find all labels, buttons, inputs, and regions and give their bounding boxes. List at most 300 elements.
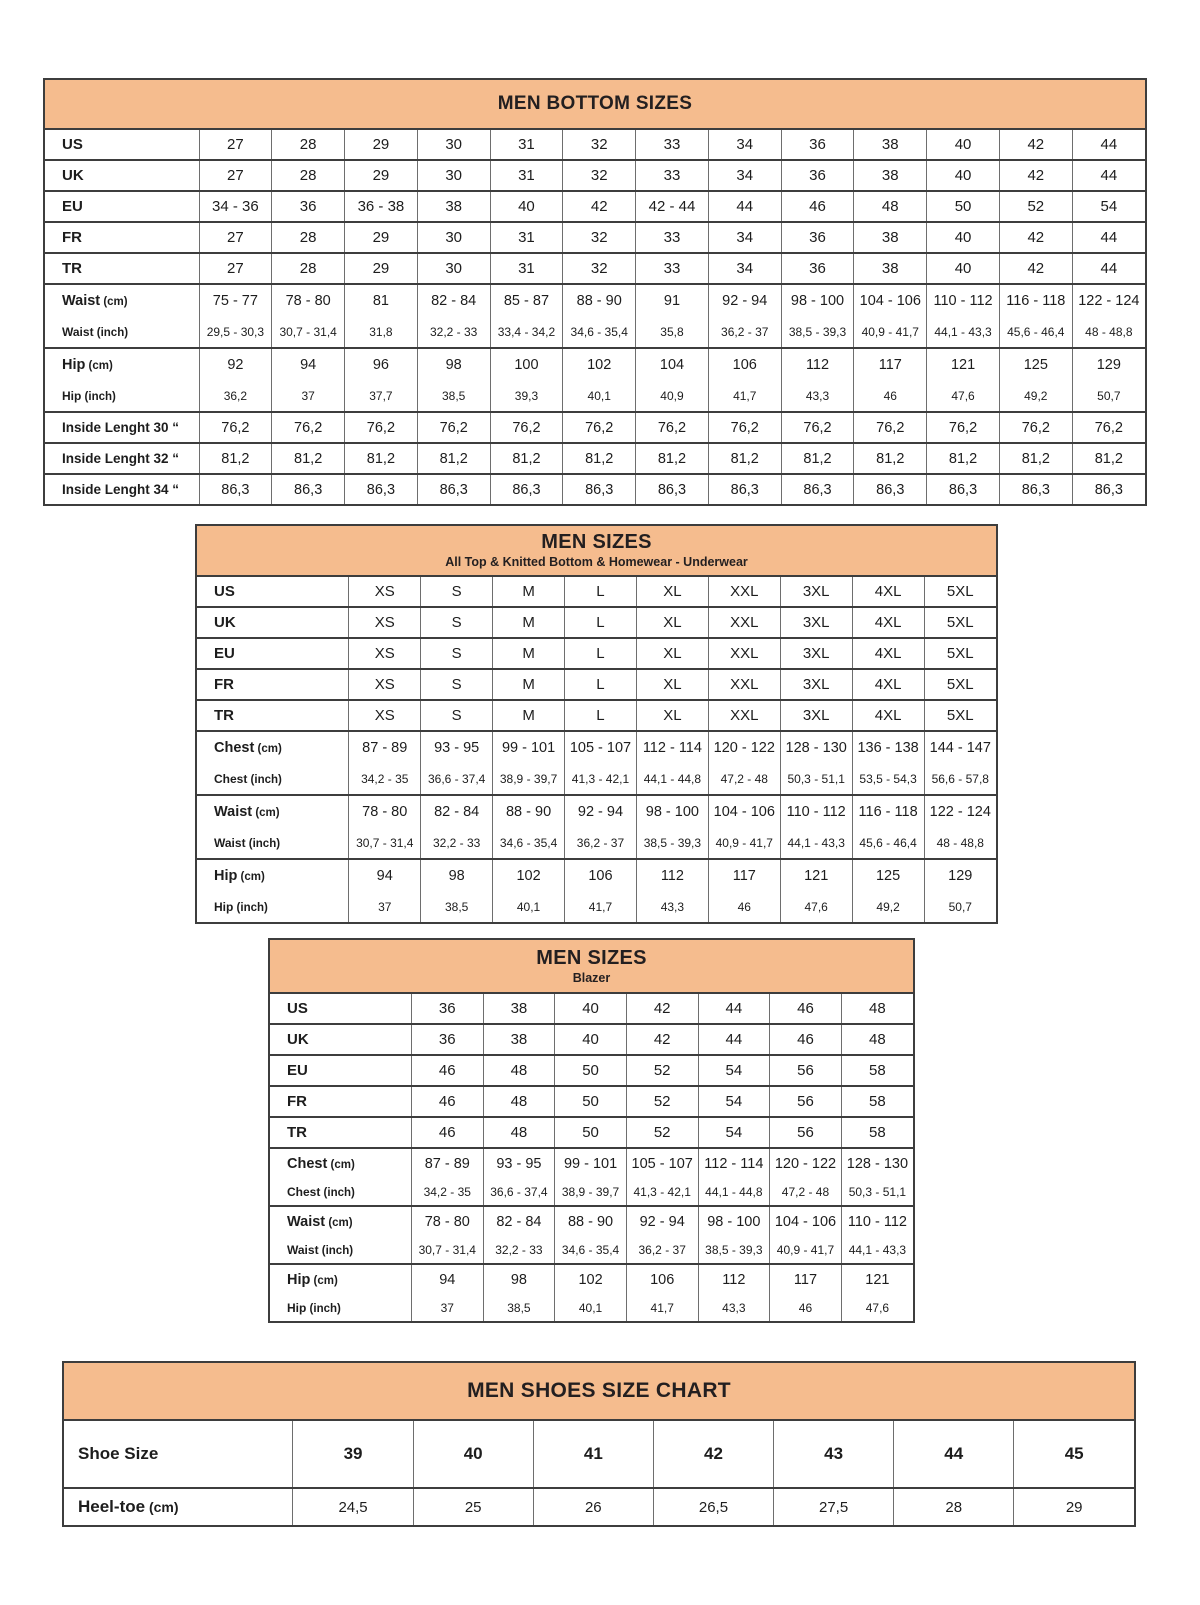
- table-row: [270, 1148, 913, 1178]
- table-row: [197, 700, 996, 731]
- value-cell: 120 - 122: [770, 1148, 842, 1178]
- value-cell: 44: [708, 191, 781, 222]
- value-cell: 36,2: [199, 381, 272, 412]
- value-cell: 81,2: [345, 443, 418, 474]
- value-cell: 50: [555, 1086, 627, 1117]
- value-cell: 44,1 - 43,3: [927, 317, 1000, 348]
- value-cell: 3XL: [780, 638, 852, 669]
- value-cell: 81: [345, 284, 418, 317]
- row-label: Hip (inch): [287, 1300, 341, 1315]
- value-cell: 122 - 124: [1072, 284, 1145, 317]
- value-cell: 42: [653, 1421, 773, 1488]
- table-row: [45, 412, 1145, 443]
- value-cell: 81,2: [927, 443, 1000, 474]
- value-cell: 32: [563, 253, 636, 284]
- value-cell: 40,9 - 41,7: [854, 317, 927, 348]
- row-label: Waist (cm): [45, 284, 199, 317]
- value-cell: 44,1 - 44,8: [698, 1178, 770, 1206]
- value-cell: 4XL: [852, 669, 924, 700]
- value-cell: 42: [999, 130, 1072, 160]
- row-label: Inside Lenght 34 “: [45, 474, 199, 504]
- value-cell: 36: [411, 994, 483, 1024]
- value-cell: 27: [199, 160, 272, 191]
- value-cell: 104: [636, 348, 709, 381]
- value-cell: 47,6: [780, 892, 852, 922]
- men-sizes-top-header: [197, 526, 996, 577]
- value-cell: 112: [781, 348, 854, 381]
- row-label: EU: [197, 638, 349, 669]
- value-cell: 44: [894, 1421, 1014, 1488]
- value-cell: 49,2: [852, 892, 924, 922]
- value-cell: 45: [1014, 1421, 1134, 1488]
- men-sizes-top-grid: [197, 577, 996, 922]
- value-cell: 27: [199, 130, 272, 160]
- row-label: TR: [197, 700, 349, 731]
- value-cell: 81,2: [417, 443, 490, 474]
- value-cell: 42: [563, 191, 636, 222]
- value-cell: 38: [854, 130, 927, 160]
- value-cell: 44,1 - 43,3: [841, 1236, 913, 1264]
- value-cell: 100: [490, 348, 563, 381]
- value-cell: 50: [927, 191, 1000, 222]
- value-cell: 3XL: [780, 700, 852, 731]
- value-cell: 50,3 - 51,1: [780, 764, 852, 795]
- value-cell: 110 - 112: [927, 284, 1000, 317]
- value-cell: 31: [490, 222, 563, 253]
- table-row: [64, 1488, 1134, 1525]
- value-cell: 34: [708, 222, 781, 253]
- row-label: Hip (inch): [62, 389, 116, 403]
- value-cell: 99 - 101: [493, 731, 565, 764]
- value-cell: 29: [345, 130, 418, 160]
- value-cell: 36 - 38: [345, 191, 418, 222]
- value-cell: 34,6 - 35,4: [493, 828, 565, 859]
- value-cell: 34,6 - 35,4: [563, 317, 636, 348]
- value-cell: 37: [411, 1294, 483, 1321]
- value-cell: 47,2 - 48: [770, 1178, 842, 1206]
- value-cell: 34 - 36: [199, 191, 272, 222]
- value-cell: 47,6: [841, 1294, 913, 1321]
- value-cell: 50: [555, 1117, 627, 1148]
- value-cell: 81,2: [272, 443, 345, 474]
- value-cell: 98: [417, 348, 490, 381]
- value-cell: 34: [708, 160, 781, 191]
- value-cell: 43,3: [636, 892, 708, 922]
- value-cell: 32: [563, 222, 636, 253]
- value-cell: 56: [770, 1055, 842, 1086]
- value-cell: 29: [345, 253, 418, 284]
- value-cell: 106: [565, 859, 637, 892]
- value-cell: 85 - 87: [490, 284, 563, 317]
- table-row: [270, 1024, 913, 1055]
- value-cell: 40: [555, 1024, 627, 1055]
- value-cell: 42: [999, 222, 1072, 253]
- table-title: MEN SIZES: [541, 531, 652, 553]
- value-cell: 41,7: [708, 381, 781, 412]
- table-subtitle: Blazer: [572, 970, 611, 985]
- value-cell: 46: [708, 892, 780, 922]
- value-cell: 121: [841, 1264, 913, 1294]
- value-cell: 4XL: [852, 607, 924, 638]
- value-cell: 81,2: [490, 443, 563, 474]
- value-cell: 46: [411, 1117, 483, 1148]
- value-cell: 92 - 94: [626, 1206, 698, 1236]
- value-cell: 30: [417, 222, 490, 253]
- table-row: [197, 731, 996, 764]
- value-cell: S: [421, 607, 493, 638]
- table-row: [64, 1421, 1134, 1488]
- men-shoes-size-chart-table: [62, 1361, 1136, 1527]
- value-cell: 94: [272, 348, 345, 381]
- table-row: [45, 381, 1145, 412]
- row-label: US: [62, 136, 83, 153]
- table-row: [197, 764, 996, 795]
- value-cell: 44: [1072, 253, 1145, 284]
- value-cell: 27: [199, 222, 272, 253]
- value-cell: 40: [413, 1421, 533, 1488]
- value-cell: M: [493, 669, 565, 700]
- value-cell: 44: [698, 994, 770, 1024]
- value-cell: 76,2: [781, 412, 854, 443]
- value-cell: 36,2 - 37: [708, 317, 781, 348]
- value-cell: 40: [927, 222, 1000, 253]
- value-cell: 27,5: [774, 1488, 894, 1525]
- value-cell: 92 - 94: [708, 284, 781, 317]
- value-cell: 86,3: [199, 474, 272, 504]
- value-cell: 92 - 94: [565, 795, 637, 828]
- value-cell: 102: [555, 1264, 627, 1294]
- value-cell: 52: [626, 1117, 698, 1148]
- value-cell: 87 - 89: [349, 731, 421, 764]
- value-cell: 52: [999, 191, 1072, 222]
- value-cell: 56,6 - 57,8: [924, 764, 996, 795]
- value-cell: 121: [780, 859, 852, 892]
- value-cell: 104 - 106: [770, 1206, 842, 1236]
- value-cell: 33,4 - 34,2: [490, 317, 563, 348]
- value-cell: 31: [490, 130, 563, 160]
- value-cell: 48 - 48,8: [1072, 317, 1145, 348]
- table-title: MEN SIZES: [536, 946, 647, 969]
- value-cell: XXL: [708, 577, 780, 607]
- table-row: [270, 1086, 913, 1117]
- value-cell: L: [565, 700, 637, 731]
- value-cell: 28: [894, 1488, 1014, 1525]
- value-cell: S: [421, 638, 493, 669]
- value-cell: XXL: [708, 700, 780, 731]
- value-cell: 41,3 - 42,1: [565, 764, 637, 795]
- value-cell: 38: [854, 222, 927, 253]
- table-title: MEN SHOES SIZE CHART: [467, 1378, 731, 1402]
- value-cell: 78 - 80: [411, 1206, 483, 1236]
- value-cell: 44,1 - 44,8: [636, 764, 708, 795]
- value-cell: 5XL: [924, 669, 996, 700]
- value-cell: 28: [272, 130, 345, 160]
- value-cell: XL: [636, 700, 708, 731]
- value-cell: 4XL: [852, 577, 924, 607]
- value-cell: 75 - 77: [199, 284, 272, 317]
- value-cell: 86,3: [272, 474, 345, 504]
- value-cell: 36: [411, 1024, 483, 1055]
- value-cell: 24,5: [293, 1488, 413, 1525]
- row-label: Chest (inch): [214, 772, 282, 786]
- value-cell: 36: [781, 160, 854, 191]
- value-cell: XL: [636, 638, 708, 669]
- row-label: FR: [197, 669, 349, 700]
- value-cell: 30,7 - 31,4: [411, 1236, 483, 1264]
- value-cell: 88 - 90: [555, 1206, 627, 1236]
- value-cell: 3XL: [780, 669, 852, 700]
- value-cell: 94: [349, 859, 421, 892]
- value-cell: 48: [854, 191, 927, 222]
- value-cell: 25: [413, 1488, 533, 1525]
- value-cell: 76,2: [927, 412, 1000, 443]
- row-label: FR: [45, 222, 199, 253]
- men-sizes-blazer-table: [268, 938, 915, 1323]
- value-cell: 38,5 - 39,3: [781, 317, 854, 348]
- value-cell: 3XL: [780, 577, 852, 607]
- table-row: [197, 892, 996, 922]
- value-cell: 45,6 - 46,4: [999, 317, 1072, 348]
- table-row: [197, 577, 996, 607]
- table-row: [270, 1055, 913, 1086]
- value-cell: 86,3: [999, 474, 1072, 504]
- value-cell: 33: [636, 253, 709, 284]
- value-cell: 30,7 - 31,4: [272, 317, 345, 348]
- value-cell: 39,3: [490, 381, 563, 412]
- table-row: [45, 160, 1145, 191]
- value-cell: 36,2 - 37: [565, 828, 637, 859]
- value-cell: 136 - 138: [852, 731, 924, 764]
- value-cell: 44,1 - 43,3: [780, 828, 852, 859]
- value-cell: 43: [774, 1421, 894, 1488]
- value-cell: 38: [417, 191, 490, 222]
- value-cell: 38,5: [417, 381, 490, 412]
- value-cell: 99 - 101: [555, 1148, 627, 1178]
- value-cell: 112 - 114: [636, 731, 708, 764]
- value-cell: 48: [483, 1117, 555, 1148]
- value-cell: 46: [770, 1294, 842, 1321]
- value-cell: 33: [636, 160, 709, 191]
- row-label: Waist (inch): [62, 325, 129, 339]
- value-cell: 41,3 - 42,1: [626, 1178, 698, 1206]
- value-cell: 40,1: [563, 381, 636, 412]
- value-cell: 32: [563, 160, 636, 191]
- value-cell: 58: [841, 1117, 913, 1148]
- value-cell: 98 - 100: [636, 795, 708, 828]
- value-cell: 31: [490, 160, 563, 191]
- value-cell: 93 - 95: [483, 1148, 555, 1178]
- value-cell: 81,2: [781, 443, 854, 474]
- value-cell: 37: [349, 892, 421, 922]
- men-shoes-size-chart-grid: [64, 1421, 1134, 1525]
- value-cell: 117: [708, 859, 780, 892]
- value-cell: 44: [1072, 130, 1145, 160]
- value-cell: 47,6: [927, 381, 1000, 412]
- value-cell: 40: [555, 994, 627, 1024]
- value-cell: 40,1: [493, 892, 565, 922]
- value-cell: 37,7: [345, 381, 418, 412]
- value-cell: 29: [345, 222, 418, 253]
- value-cell: 76,2: [854, 412, 927, 443]
- value-cell: M: [493, 607, 565, 638]
- value-cell: 48: [483, 1055, 555, 1086]
- value-cell: 53,5 - 54,3: [852, 764, 924, 795]
- value-cell: 44: [698, 1024, 770, 1055]
- row-label: FR: [270, 1086, 411, 1117]
- row-label: EU: [45, 191, 199, 222]
- value-cell: 38: [854, 253, 927, 284]
- table-row: [197, 607, 996, 638]
- value-cell: 128 - 130: [780, 731, 852, 764]
- value-cell: 82 - 84: [421, 795, 493, 828]
- value-cell: 50,7: [924, 892, 996, 922]
- value-cell: 32,2 - 33: [417, 317, 490, 348]
- value-cell: 34: [708, 130, 781, 160]
- value-cell: 29: [345, 160, 418, 191]
- value-cell: 40: [927, 253, 1000, 284]
- value-cell: 26: [533, 1488, 653, 1525]
- value-cell: 86,3: [563, 474, 636, 504]
- value-cell: 81,2: [636, 443, 709, 474]
- value-cell: XS: [349, 669, 421, 700]
- value-cell: 91: [636, 284, 709, 317]
- value-cell: 38: [483, 994, 555, 1024]
- value-cell: 38,5 - 39,3: [698, 1236, 770, 1264]
- value-cell: 50,3 - 51,1: [841, 1178, 913, 1206]
- value-cell: 81,2: [708, 443, 781, 474]
- value-cell: XXL: [708, 607, 780, 638]
- value-cell: 34: [708, 253, 781, 284]
- row-label: Chest (inch): [287, 1184, 355, 1199]
- men-bottom-sizes-header: [45, 80, 1145, 130]
- value-cell: M: [493, 700, 565, 731]
- value-cell: 39: [293, 1421, 413, 1488]
- value-cell: L: [565, 577, 637, 607]
- value-cell: M: [493, 638, 565, 669]
- value-cell: 50,7: [1072, 381, 1145, 412]
- table-row: [45, 130, 1145, 160]
- value-cell: 98 - 100: [781, 284, 854, 317]
- value-cell: XL: [636, 669, 708, 700]
- value-cell: 104 - 106: [708, 795, 780, 828]
- value-cell: 27: [199, 253, 272, 284]
- value-cell: 76,2: [199, 412, 272, 443]
- value-cell: 129: [924, 859, 996, 892]
- value-cell: 46: [770, 994, 842, 1024]
- value-cell: 82 - 84: [483, 1206, 555, 1236]
- table-row: [45, 284, 1145, 317]
- value-cell: 42: [626, 994, 698, 1024]
- table-row: [45, 474, 1145, 504]
- value-cell: 76,2: [272, 412, 345, 443]
- value-cell: 88 - 90: [493, 795, 565, 828]
- value-cell: 78 - 80: [349, 795, 421, 828]
- value-cell: 86,3: [636, 474, 709, 504]
- table-row: [270, 994, 913, 1024]
- value-cell: 76,2: [708, 412, 781, 443]
- value-cell: 32,2 - 33: [483, 1236, 555, 1264]
- value-cell: 30,7 - 31,4: [349, 828, 421, 859]
- value-cell: 76,2: [563, 412, 636, 443]
- value-cell: 40,9 - 41,7: [708, 828, 780, 859]
- value-cell: 117: [770, 1264, 842, 1294]
- value-cell: 40,9 - 41,7: [770, 1236, 842, 1264]
- value-cell: 30: [417, 253, 490, 284]
- value-cell: 112: [698, 1264, 770, 1294]
- value-cell: 102: [563, 348, 636, 381]
- value-cell: S: [421, 669, 493, 700]
- value-cell: 28: [272, 222, 345, 253]
- value-cell: 41,7: [565, 892, 637, 922]
- value-cell: 28: [272, 253, 345, 284]
- value-cell: 36: [781, 222, 854, 253]
- value-cell: 40,1: [555, 1294, 627, 1321]
- value-cell: 76,2: [636, 412, 709, 443]
- value-cell: 48 - 48,8: [924, 828, 996, 859]
- value-cell: 34,6 - 35,4: [555, 1236, 627, 1264]
- value-cell: 81,2: [199, 443, 272, 474]
- value-cell: 47,2 - 48: [708, 764, 780, 795]
- value-cell: 81,2: [854, 443, 927, 474]
- value-cell: 48: [841, 994, 913, 1024]
- value-cell: 36: [781, 130, 854, 160]
- value-cell: 29,5 - 30,3: [199, 317, 272, 348]
- value-cell: L: [565, 669, 637, 700]
- men-shoes-size-chart-header: [64, 1363, 1134, 1421]
- value-cell: 129: [1072, 348, 1145, 381]
- value-cell: 76,2: [417, 412, 490, 443]
- value-cell: 86,3: [927, 474, 1000, 504]
- value-cell: 42: [626, 1024, 698, 1055]
- value-cell: XL: [636, 607, 708, 638]
- value-cell: 26,5: [653, 1488, 773, 1525]
- value-cell: 87 - 89: [411, 1148, 483, 1178]
- value-cell: 76,2: [999, 412, 1072, 443]
- table-title: MEN BOTTOM SIZES: [497, 93, 693, 115]
- value-cell: 86,3: [490, 474, 563, 504]
- value-cell: 106: [626, 1264, 698, 1294]
- value-cell: 54: [698, 1117, 770, 1148]
- row-label: Waist (inch): [214, 836, 281, 850]
- value-cell: 43,3: [781, 381, 854, 412]
- value-cell: XXL: [708, 669, 780, 700]
- value-cell: 48: [483, 1086, 555, 1117]
- value-cell: 46: [854, 381, 927, 412]
- value-cell: 35,8: [636, 317, 709, 348]
- value-cell: 46: [411, 1055, 483, 1086]
- value-cell: 76,2: [345, 412, 418, 443]
- value-cell: 56: [770, 1117, 842, 1148]
- value-cell: 125: [852, 859, 924, 892]
- value-cell: 40: [490, 191, 563, 222]
- value-cell: 92: [199, 348, 272, 381]
- value-cell: XS: [349, 607, 421, 638]
- row-label: TR: [45, 253, 199, 284]
- value-cell: 81,2: [563, 443, 636, 474]
- value-cell: 42 - 44: [636, 191, 709, 222]
- row-label: Waist (inch): [287, 1242, 354, 1257]
- value-cell: 104 - 106: [854, 284, 927, 317]
- value-cell: 82 - 84: [417, 284, 490, 317]
- value-cell: 38: [854, 160, 927, 191]
- value-cell: 41: [533, 1421, 653, 1488]
- value-cell: 50: [555, 1055, 627, 1086]
- value-cell: 54: [1072, 191, 1145, 222]
- value-cell: 86,3: [345, 474, 418, 504]
- value-cell: 45,6 - 46,4: [852, 828, 924, 859]
- table-row: [197, 795, 996, 828]
- row-label: UK: [197, 607, 349, 638]
